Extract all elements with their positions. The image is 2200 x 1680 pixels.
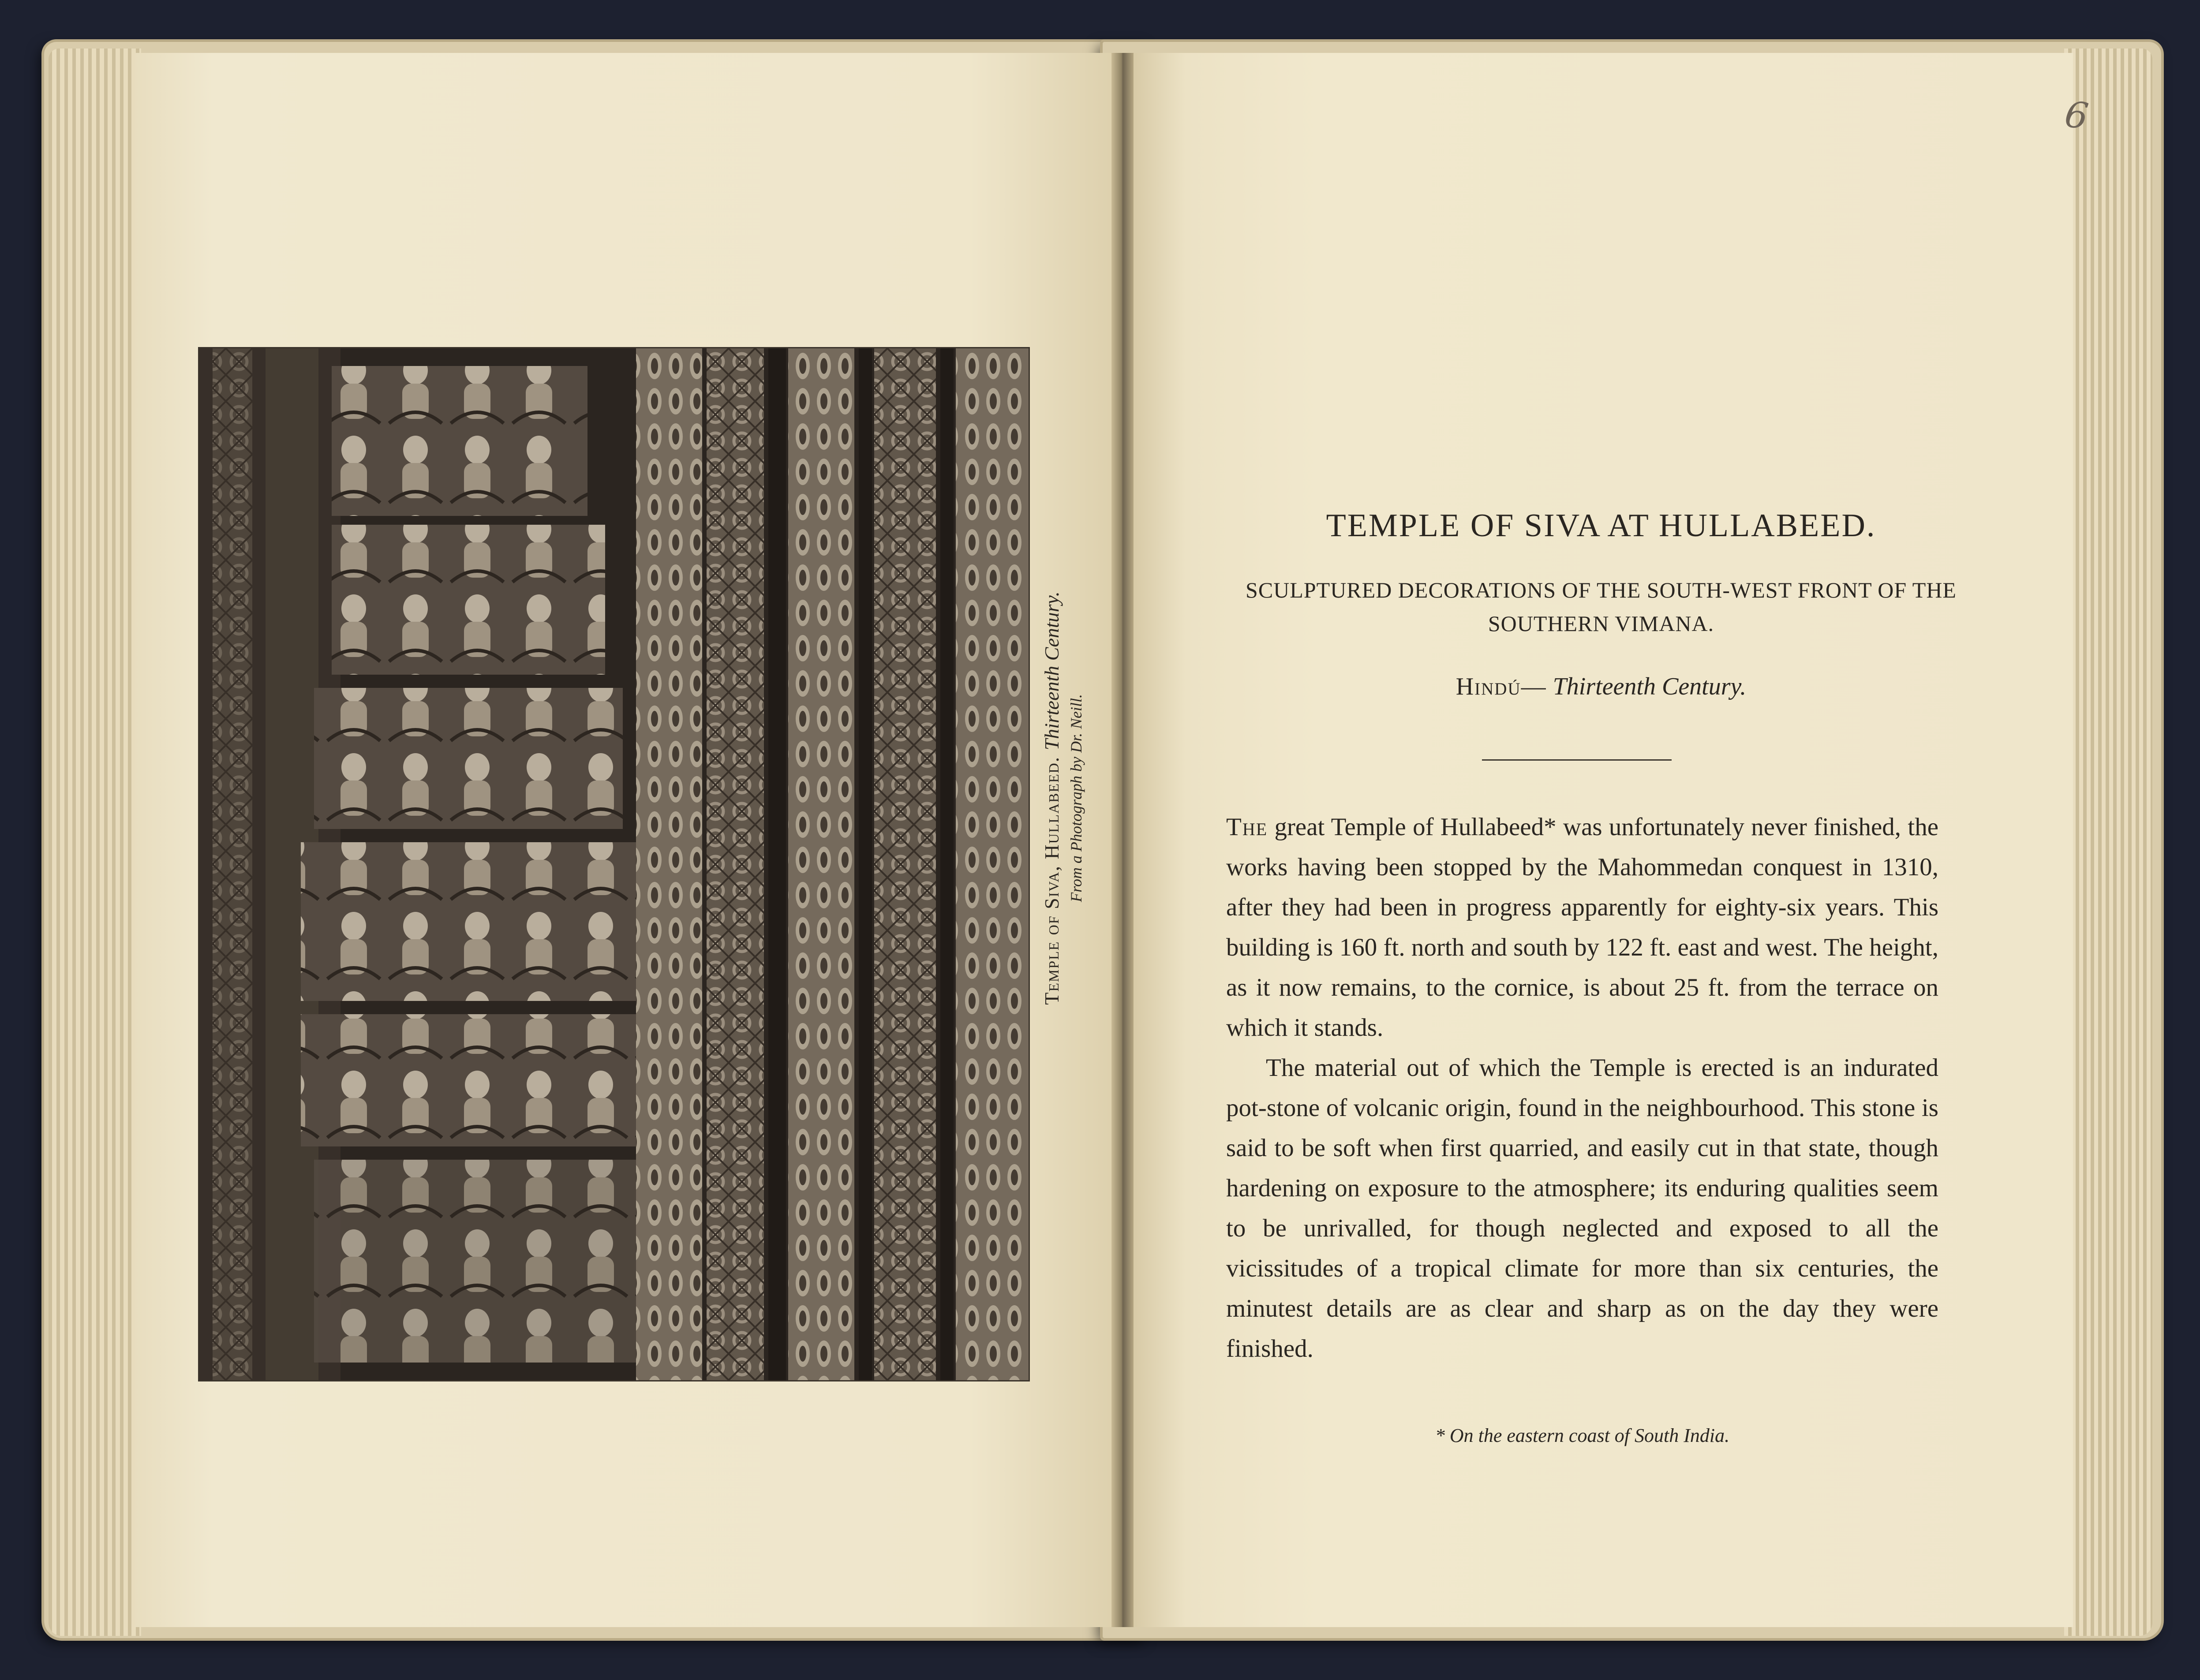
carved-facade-image	[199, 348, 1029, 1380]
paragraph-1-text: great Temple of Hullabeed* was unfortunately never finished, the works having been stopped by the Mahommedan conquest in 1310, after they had been in progress apparently for eighty-six years. This building is 160 ft. north and south by 122 ft. east and west. The height, as it now remains, to the cornice, is about 25 ft. from the terrace on which it stands.	[1226, 813, 1938, 1042]
page-title: TEMPLE OF SIVA AT HULLABEED.	[1326, 508, 1876, 544]
era-style: Hindú—	[1455, 673, 1547, 700]
right-page-edges	[2064, 49, 2152, 1636]
photo-caption	[1039, 511, 1092, 1085]
temple-photograph	[199, 348, 1029, 1380]
paragraph-1	[1226, 807, 1938, 1048]
book-gutter	[1111, 53, 1134, 1627]
era-century: Thirteenth Century.	[1553, 673, 1747, 700]
caption-title: Temple of Siva, Hullabeed.	[1040, 756, 1063, 1005]
paragraph-1-lead: The	[1226, 813, 1268, 841]
section-rule	[1482, 759, 1672, 761]
caption-century: Thirteenth Century.	[1040, 591, 1063, 750]
era-line	[1129, 672, 2073, 701]
page-subtitle: SCULPTURED DECORATIONS OF THE SOUTH-WEST FRONT OF THE SOUTHERN VIMANA.	[1246, 578, 1957, 636]
footnote: * On the eastern coast of South India.	[1435, 1425, 1730, 1446]
left-page-edges	[49, 49, 141, 1636]
paragraph-2: The material out of which the Temple is erected is an indurated pot-stone of volcanic origin, found in the neighbourhood. This stone is said to be soft when first quarried, and easily cut in that state, though hardening on exposure to the atmosphere; its enduring qualities seem to be unrivalled, for though neglected and exposed to all the vicissitudes of a tropical climate for more than six centuries, the minutest details are as clear and sharp as on the day they were finished.	[1226, 1054, 1938, 1363]
page-number: 6	[2062, 93, 2091, 138]
caption-credit: From a Photograph by Dr. Neill.	[1067, 694, 1085, 902]
body-text	[1226, 807, 1938, 1369]
